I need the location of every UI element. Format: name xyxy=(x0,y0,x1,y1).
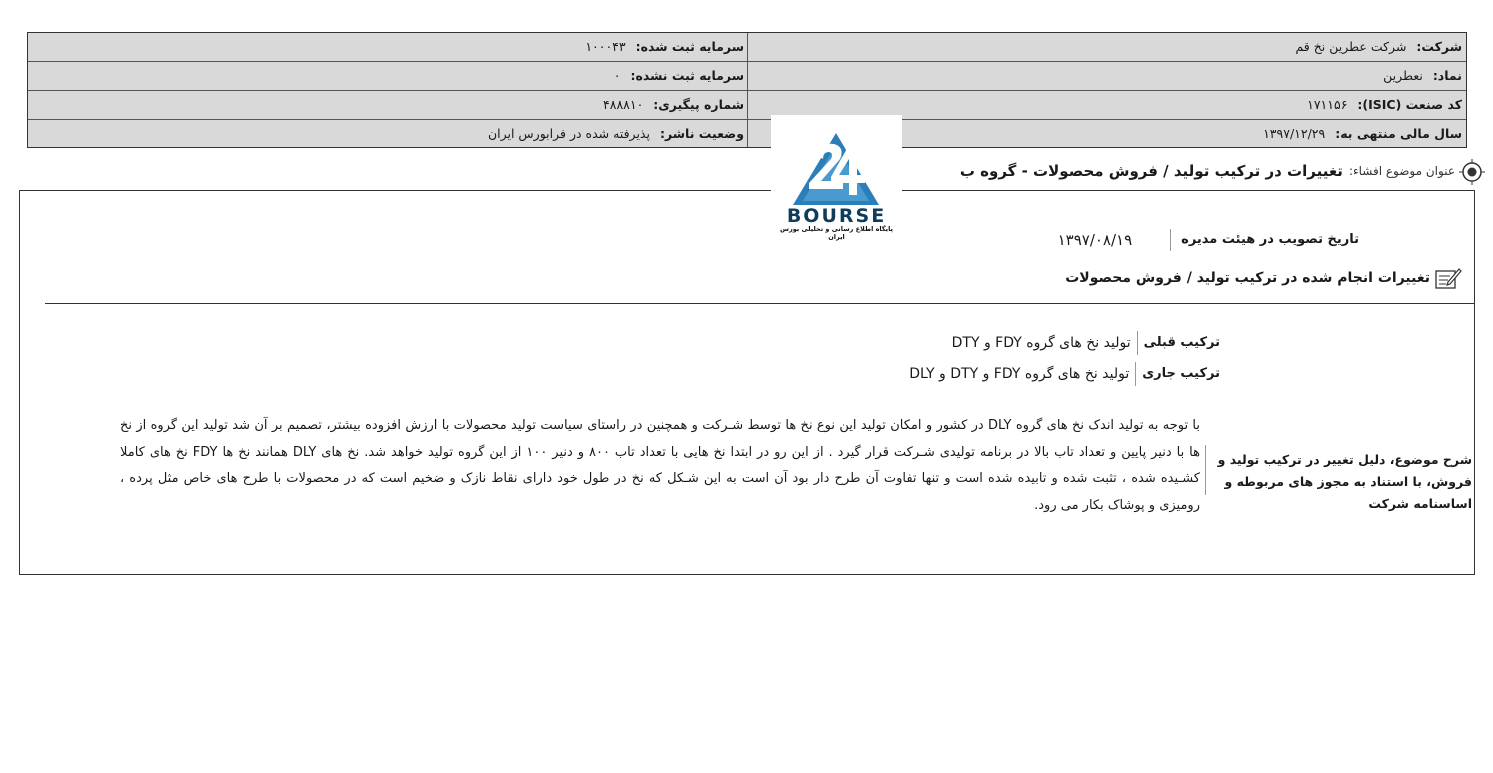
current-combination-row xyxy=(909,362,1220,386)
isic-value: ۱۷۱۱۵۶ xyxy=(1307,97,1348,112)
section-heading xyxy=(1065,265,1462,291)
approval-date-value: ۱۳۹۷/۰۸/۱۹ xyxy=(1057,231,1133,249)
company-info-table xyxy=(27,32,1467,148)
publisher-status-value: پذیرفته شده در فرابورس ایران xyxy=(487,126,650,141)
section-heading-text: تغییرات انجام شده در ترکیب تولید / فروش محصولات xyxy=(1065,270,1430,286)
tracking-number-label: شماره پیگیری: xyxy=(653,97,744,112)
logo-wordmark: BOURSE xyxy=(786,205,887,227)
info-row-fiscal-year xyxy=(28,120,1466,149)
previous-combination-value: تولید نخ های گروه FDY و DTY xyxy=(951,335,1131,351)
registered-capital-label: سرمایه ثبت شده: xyxy=(635,39,744,54)
subject-title: تغییرات در ترکیب تولید / فروش محصولات - گروه ب xyxy=(959,162,1343,180)
unregistered-capital-value: ۰ xyxy=(613,68,621,83)
current-combination-label: ترکیب جاری xyxy=(1135,362,1220,386)
symbol-label: نماد: xyxy=(1432,68,1462,83)
approval-date-row xyxy=(1058,229,1359,251)
description-separator xyxy=(1205,445,1206,495)
target-icon xyxy=(1459,159,1485,185)
tracking-number-value: ۴۸۸۸۱۰ xyxy=(603,97,644,112)
fiscal-year-label: سال مالی منتهی به: xyxy=(1335,126,1462,141)
publisher-status-cell xyxy=(28,120,748,148)
info-row-symbol xyxy=(28,62,1466,91)
unregistered-capital-cell xyxy=(28,62,748,90)
registered-capital-value: ۱۰۰۰۴۳ xyxy=(585,39,626,54)
symbol-value: نعطرین xyxy=(1383,68,1423,83)
edit-note-icon xyxy=(1434,265,1462,291)
subject-label: عنوان موضوع افشاء: xyxy=(1348,164,1455,178)
bourse24-logo xyxy=(771,115,902,240)
registered-capital-cell xyxy=(28,33,748,61)
disclosure-content xyxy=(19,190,1475,575)
section-divider xyxy=(45,303,1474,304)
info-row-isic xyxy=(28,91,1466,120)
tracking-number-cell xyxy=(28,91,748,119)
isic-label: کد صنعت (ISIC): xyxy=(1357,97,1462,112)
approval-date-label: تاریخ تصویب در هیئت مدیره xyxy=(1170,229,1359,251)
previous-combination-label: ترکیب قبلی xyxy=(1137,331,1220,355)
disclosure-subject xyxy=(960,158,1461,184)
previous-combination-row xyxy=(952,331,1220,355)
company-value: شرکت عطرین نخ قم xyxy=(1295,39,1407,54)
current-combination-value: تولید نخ های گروه FDY و DTY و DLY xyxy=(909,366,1130,382)
company-label: شرکت: xyxy=(1416,39,1462,54)
description-label: شرح موضوع، دلیل تغییر در ترکیب تولید و فروش، با استناد به مجوز های مربوطه و اساسنامه شرکت xyxy=(1217,452,1472,511)
description-text: با توجه به تولید اندک نخ های گروه DLY در کشور و امکان تولید این نوع نخ ها توسط شـرکت و همچنین در راستای سیاست تولید محصولات با ارزش افزوده بیشتر، تصمیم بر آن شد تولید این گروه از نخ ها با دنیر پایین و تعداد تاب بالا در برنامه تولیدی شـرکت قرار گیرد . از این رو در ابتدا نخ هایی با تعداد تاب ۸۰۰ و دنیر ۱۰۰ از این گروه تولید خواهد شد. نخ های DLY همانند نخ ها FDY نخ های کاملا کشـیده شده ، تثبت شده و تابیده شده است و تنها تفاوت آن طرح دار بود آن است به این شـکل که نخ در طول خود دارای نقاط نازک و ضخیم است که در محصولات با طرح های خاص مثل پرده ، رومیزی و پوشاک بکار می رود. xyxy=(120,418,1201,513)
logo-tagline: پایگاه اطلاع رسانی و تحلیلی بورس ایران xyxy=(780,225,893,241)
symbol-cell xyxy=(748,62,1466,90)
fiscal-year-value: ۱۳۹۷/۱۲/۲۹ xyxy=(1263,126,1326,141)
unregistered-capital-label: سرمایه ثبت نشده: xyxy=(630,68,744,83)
company-cell xyxy=(748,33,1466,61)
info-row-company xyxy=(28,33,1466,62)
logo-mark-icon xyxy=(771,115,902,207)
publisher-status-label: وضعیت ناشر: xyxy=(659,126,744,141)
